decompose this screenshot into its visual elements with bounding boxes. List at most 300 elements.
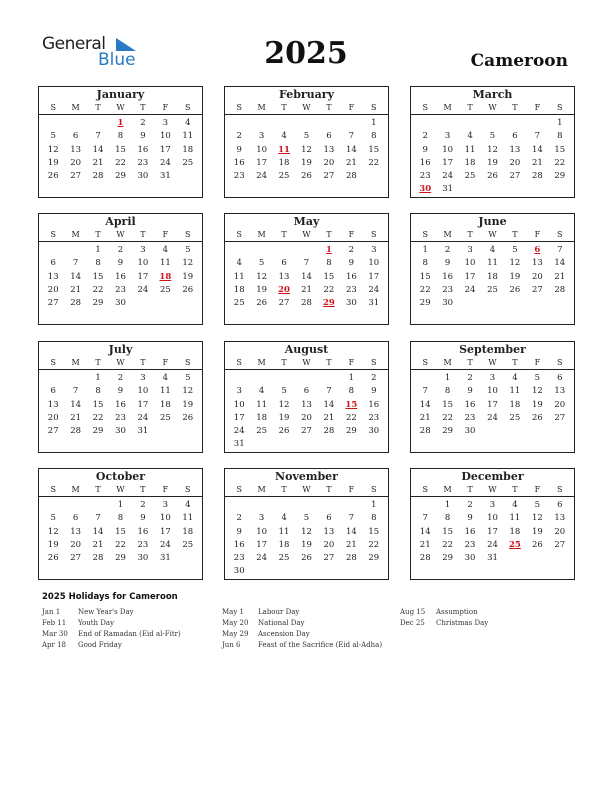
day: 5 bbox=[303, 131, 310, 142]
day: 3 bbox=[162, 500, 169, 510]
day: 23 bbox=[137, 157, 149, 168]
month-november bbox=[224, 468, 389, 580]
day: 14 bbox=[70, 399, 82, 410]
day: 7 bbox=[72, 386, 79, 397]
day: 18 bbox=[233, 284, 245, 295]
empty-cell bbox=[64, 117, 86, 130]
day: 15 bbox=[442, 399, 454, 410]
day: 13 bbox=[47, 271, 59, 282]
holiday-item bbox=[42, 629, 181, 640]
day: 27 bbox=[554, 412, 566, 423]
weekday-label: F bbox=[348, 485, 355, 494]
day-grid bbox=[411, 242, 574, 310]
holiday-item bbox=[42, 607, 181, 618]
day: 3 bbox=[371, 245, 377, 255]
weekday-label: T bbox=[512, 230, 518, 239]
empty-cell bbox=[273, 372, 295, 385]
day: 20 bbox=[70, 157, 82, 168]
weekday-label: F bbox=[162, 230, 169, 239]
day: 11 bbox=[182, 131, 194, 142]
weekday-label: W bbox=[302, 230, 311, 239]
day: 28 bbox=[92, 171, 104, 182]
weekday-label: S bbox=[50, 230, 56, 239]
month-name: February bbox=[278, 88, 334, 101]
day: 8 bbox=[95, 386, 101, 397]
month-may bbox=[224, 213, 389, 325]
day: 21 bbox=[301, 284, 312, 295]
day: 1 bbox=[371, 500, 377, 510]
weekday-label: S bbox=[371, 230, 377, 239]
day-grid bbox=[411, 115, 574, 197]
holidays-title: 2025 Holidays for Cameroon bbox=[42, 592, 178, 602]
day: 4 bbox=[258, 386, 265, 397]
day: 21 bbox=[92, 539, 104, 550]
empty-cell bbox=[273, 499, 295, 512]
day: 17 bbox=[487, 399, 498, 410]
day: 9 bbox=[422, 144, 428, 155]
day: 28 bbox=[92, 553, 104, 564]
day: 20 bbox=[47, 284, 59, 295]
day-grid bbox=[39, 242, 202, 310]
day: 24 bbox=[159, 157, 171, 168]
day: 18 bbox=[464, 157, 476, 168]
holiday-date: Jun 6 bbox=[222, 641, 241, 649]
weekday-label: S bbox=[557, 103, 563, 112]
day: 28 bbox=[531, 171, 543, 182]
empty-cell bbox=[414, 117, 436, 130]
day: 4 bbox=[467, 131, 473, 142]
holiday-date: Jan 1 bbox=[42, 608, 61, 616]
day: 6 bbox=[50, 386, 56, 397]
day: 18 bbox=[487, 271, 498, 282]
day: 14 bbox=[345, 526, 357, 537]
day: 17 bbox=[256, 157, 268, 168]
weekday-label: S bbox=[185, 358, 191, 367]
holiday-day: 1 bbox=[325, 245, 332, 255]
month-september bbox=[410, 341, 575, 453]
day: 26 bbox=[531, 412, 543, 423]
day: 22 bbox=[323, 284, 335, 295]
weekday-label: S bbox=[422, 485, 428, 494]
day: 25 bbox=[256, 426, 268, 437]
day: 2 bbox=[117, 373, 124, 383]
weekday-label: S bbox=[557, 358, 563, 367]
day-grid bbox=[39, 115, 202, 183]
day: 9 bbox=[117, 258, 124, 269]
day-grid bbox=[225, 242, 388, 310]
day: 27 bbox=[47, 426, 59, 437]
day: 7 bbox=[534, 131, 541, 142]
day: 11 bbox=[509, 513, 521, 524]
day: 14 bbox=[92, 144, 104, 155]
holiday-name: Labour Day bbox=[258, 608, 300, 616]
day: 19 bbox=[47, 539, 59, 550]
weekday-label: W bbox=[488, 103, 497, 112]
weekday-label: M bbox=[257, 230, 266, 239]
day: 15 bbox=[92, 271, 104, 282]
day: 2 bbox=[422, 131, 428, 142]
month-name: July bbox=[108, 343, 133, 356]
month-name: June bbox=[478, 215, 507, 228]
day: 9 bbox=[467, 513, 473, 524]
day: 5 bbox=[534, 373, 541, 383]
day: 9 bbox=[236, 526, 242, 537]
empty-cell bbox=[87, 117, 109, 130]
day: 27 bbox=[70, 553, 82, 564]
weekday-label: T bbox=[467, 230, 473, 239]
day: 14 bbox=[419, 399, 431, 410]
day: 27 bbox=[531, 284, 543, 295]
empty-cell bbox=[318, 372, 340, 385]
day: 18 bbox=[256, 412, 268, 423]
day: 10 bbox=[137, 258, 149, 269]
day: 7 bbox=[95, 131, 101, 142]
weekday-label: T bbox=[467, 103, 473, 112]
weekday-label: T bbox=[512, 103, 518, 112]
day: 18 bbox=[182, 526, 194, 537]
day: 19 bbox=[531, 526, 543, 537]
day: 22 bbox=[115, 539, 126, 550]
day: 26 bbox=[47, 553, 59, 564]
weekday-label: W bbox=[116, 103, 125, 112]
day: 1 bbox=[95, 245, 101, 255]
day: 8 bbox=[371, 513, 377, 524]
weekday-header bbox=[411, 357, 574, 370]
day: 24 bbox=[159, 539, 171, 550]
day: 1 bbox=[348, 373, 355, 383]
weekday-label: W bbox=[116, 230, 125, 239]
weekday-label: S bbox=[50, 358, 56, 367]
day: 14 bbox=[531, 144, 543, 155]
weekday-label: T bbox=[326, 103, 332, 112]
day: 8 bbox=[117, 513, 124, 524]
day: 29 bbox=[92, 298, 104, 309]
day: 31 bbox=[159, 171, 171, 182]
day: 25 bbox=[278, 171, 290, 182]
weekday-label: T bbox=[95, 103, 101, 112]
day: 25 bbox=[159, 412, 171, 423]
day: 19 bbox=[182, 399, 194, 410]
day: 21 bbox=[554, 271, 566, 282]
day: 6 bbox=[512, 131, 518, 142]
day: 16 bbox=[233, 157, 245, 168]
day: 11 bbox=[159, 258, 171, 269]
day: 12 bbox=[278, 399, 290, 410]
holiday-day: 15 bbox=[345, 399, 358, 410]
day: 16 bbox=[464, 399, 476, 410]
day: 25 bbox=[487, 284, 498, 295]
day: 10 bbox=[487, 386, 498, 397]
day: 9 bbox=[467, 386, 473, 397]
day: 16 bbox=[115, 271, 126, 282]
weekday-label: W bbox=[116, 485, 125, 494]
day: 7 bbox=[557, 245, 563, 255]
weekday-label: F bbox=[348, 230, 355, 239]
weekday-header bbox=[225, 229, 388, 242]
holiday-date: May 29 bbox=[222, 630, 249, 638]
holiday-date: Aug 15 bbox=[400, 608, 426, 616]
day: 5 bbox=[185, 245, 191, 255]
day: 9 bbox=[444, 258, 451, 269]
day: 29 bbox=[368, 553, 380, 564]
day: 16 bbox=[137, 144, 149, 155]
day: 28 bbox=[345, 171, 357, 182]
day: 21 bbox=[419, 412, 431, 423]
holiday-column bbox=[222, 607, 382, 651]
day: 14 bbox=[554, 258, 566, 269]
month-name: March bbox=[472, 88, 513, 101]
day: 19 bbox=[509, 271, 521, 282]
weekday-label: W bbox=[488, 230, 497, 239]
day: 25 bbox=[159, 284, 171, 295]
day: 1 bbox=[371, 118, 377, 128]
day: 16 bbox=[442, 271, 454, 282]
weekday-label: M bbox=[71, 485, 80, 494]
day: 11 bbox=[487, 258, 498, 269]
day: 21 bbox=[345, 157, 357, 168]
day: 25 bbox=[464, 171, 476, 182]
weekday-label: S bbox=[236, 230, 242, 239]
day: 23 bbox=[137, 539, 149, 550]
day: 23 bbox=[368, 412, 380, 423]
day: 24 bbox=[137, 412, 149, 423]
day: 23 bbox=[233, 553, 245, 564]
weekday-label: T bbox=[467, 358, 473, 367]
day: 4 bbox=[185, 500, 191, 510]
day: 6 bbox=[72, 513, 79, 524]
day: 13 bbox=[323, 526, 335, 537]
day: 7 bbox=[72, 258, 79, 269]
empty-cell bbox=[273, 117, 295, 130]
day: 6 bbox=[557, 500, 563, 510]
day: 15 bbox=[554, 144, 566, 155]
weekday-header bbox=[225, 102, 388, 115]
holiday-name: Ascension Day bbox=[258, 630, 310, 638]
weekday-label: F bbox=[162, 103, 169, 112]
day: 1 bbox=[117, 500, 124, 510]
weekday-label: F bbox=[534, 230, 541, 239]
day: 1 bbox=[422, 245, 428, 255]
day: 3 bbox=[467, 245, 473, 255]
weekday-label: T bbox=[326, 358, 332, 367]
weekday-header bbox=[39, 357, 202, 370]
day: 23 bbox=[419, 171, 431, 182]
day: 15 bbox=[323, 271, 335, 282]
day: 11 bbox=[182, 513, 194, 524]
weekday-label: F bbox=[348, 103, 355, 112]
holiday-item bbox=[42, 640, 181, 651]
day: 6 bbox=[326, 513, 332, 524]
empty-cell bbox=[295, 372, 317, 385]
day: 26 bbox=[256, 298, 268, 309]
empty-cell bbox=[250, 372, 272, 385]
day: 26 bbox=[301, 553, 312, 564]
day: 21 bbox=[419, 539, 431, 550]
empty-cell bbox=[295, 499, 317, 512]
day-grid bbox=[225, 370, 388, 452]
day: 4 bbox=[281, 513, 287, 524]
day: 5 bbox=[281, 386, 287, 397]
day: 17 bbox=[233, 412, 245, 423]
day: 20 bbox=[323, 157, 335, 168]
day: 14 bbox=[70, 271, 82, 282]
day: 1 bbox=[557, 118, 563, 128]
day: 7 bbox=[348, 513, 355, 524]
day: 4 bbox=[162, 373, 169, 383]
day: 9 bbox=[140, 513, 146, 524]
day: 25 bbox=[233, 298, 245, 309]
empty-cell bbox=[526, 117, 548, 130]
day: 9 bbox=[117, 386, 124, 397]
weekday-label: M bbox=[443, 103, 452, 112]
day: 12 bbox=[47, 526, 59, 537]
day: 9 bbox=[236, 144, 242, 155]
day: 24 bbox=[368, 284, 380, 295]
day: 23 bbox=[464, 412, 476, 423]
day: 20 bbox=[47, 412, 59, 423]
day: 3 bbox=[140, 245, 146, 255]
day: 4 bbox=[162, 245, 169, 255]
day: 29 bbox=[442, 553, 454, 564]
day: 11 bbox=[256, 399, 268, 410]
day: 26 bbox=[487, 171, 498, 182]
day: 6 bbox=[281, 258, 287, 269]
day: 13 bbox=[554, 386, 566, 397]
day: 29 bbox=[115, 171, 126, 182]
day: 6 bbox=[326, 131, 332, 142]
day: 30 bbox=[442, 298, 454, 309]
holiday-item bbox=[222, 629, 382, 640]
day: 2 bbox=[236, 131, 242, 142]
day: 18 bbox=[278, 539, 290, 550]
day: 26 bbox=[182, 412, 194, 423]
day: 3 bbox=[140, 373, 146, 383]
day: 11 bbox=[464, 144, 476, 155]
day: 23 bbox=[233, 171, 245, 182]
day: 22 bbox=[442, 539, 454, 550]
weekday-label: F bbox=[348, 358, 355, 367]
month-name: April bbox=[105, 215, 136, 228]
day: 5 bbox=[489, 131, 496, 142]
weekday-label: W bbox=[116, 358, 125, 367]
day: 28 bbox=[419, 553, 431, 564]
day: 24 bbox=[487, 539, 498, 550]
month-july bbox=[38, 341, 203, 453]
day: 29 bbox=[115, 553, 126, 564]
day: 23 bbox=[345, 284, 357, 295]
day: 17 bbox=[137, 271, 149, 282]
month-name: December bbox=[461, 470, 524, 483]
day: 18 bbox=[159, 399, 171, 410]
month-name: May bbox=[293, 215, 320, 228]
day: 15 bbox=[92, 399, 104, 410]
day: 14 bbox=[419, 526, 431, 537]
day: 19 bbox=[301, 539, 312, 550]
weekday-label: S bbox=[557, 230, 563, 239]
month-name: November bbox=[275, 470, 338, 483]
weekday-label: F bbox=[162, 485, 169, 494]
weekday-label: W bbox=[302, 485, 311, 494]
month-name: September bbox=[459, 343, 526, 356]
day: 29 bbox=[554, 171, 566, 182]
day: 22 bbox=[419, 284, 431, 295]
day: 10 bbox=[487, 513, 498, 524]
day: 28 bbox=[70, 426, 82, 437]
day: 3 bbox=[236, 386, 242, 397]
day: 4 bbox=[185, 118, 191, 128]
empty-cell bbox=[436, 117, 458, 130]
day: 26 bbox=[531, 539, 543, 550]
empty-cell bbox=[64, 372, 86, 385]
day: 23 bbox=[115, 412, 126, 423]
day: 30 bbox=[464, 426, 476, 437]
country-title: Cameroon bbox=[470, 51, 568, 71]
holiday-item bbox=[400, 618, 488, 629]
day: 21 bbox=[70, 412, 82, 423]
day: 12 bbox=[531, 386, 543, 397]
day: 13 bbox=[509, 144, 521, 155]
empty-cell bbox=[42, 499, 64, 512]
day: 27 bbox=[47, 298, 59, 309]
day: 12 bbox=[47, 144, 59, 155]
empty-cell bbox=[295, 117, 317, 130]
weekday-label: T bbox=[326, 230, 332, 239]
day: 18 bbox=[182, 144, 194, 155]
day: 13 bbox=[70, 526, 82, 537]
day-grid bbox=[225, 115, 388, 183]
month-june bbox=[410, 213, 575, 325]
day: 22 bbox=[345, 412, 357, 423]
day: 10 bbox=[464, 258, 476, 269]
weekday-label: M bbox=[443, 358, 452, 367]
day: 10 bbox=[368, 258, 380, 269]
weekday-label: F bbox=[162, 358, 169, 367]
day-grid bbox=[411, 370, 574, 438]
day: 3 bbox=[162, 118, 169, 128]
day: 26 bbox=[509, 284, 521, 295]
weekday-label: S bbox=[422, 230, 428, 239]
weekday-header bbox=[225, 484, 388, 497]
day: 24 bbox=[442, 171, 454, 182]
day: 20 bbox=[531, 271, 543, 282]
day: 26 bbox=[278, 426, 290, 437]
day: 3 bbox=[258, 131, 265, 142]
day: 31 bbox=[137, 426, 149, 437]
holiday-date: May 20 bbox=[222, 619, 249, 627]
holiday-day: 30 bbox=[419, 184, 432, 195]
day: 29 bbox=[92, 426, 104, 437]
weekday-label: W bbox=[488, 485, 497, 494]
day-grid bbox=[225, 497, 388, 579]
weekday-label: T bbox=[281, 230, 287, 239]
day: 31 bbox=[442, 184, 454, 195]
day: 8 bbox=[557, 131, 563, 142]
holiday-day: 11 bbox=[278, 144, 290, 155]
empty-cell bbox=[273, 244, 295, 257]
day: 28 bbox=[323, 426, 335, 437]
empty-cell bbox=[42, 372, 64, 385]
empty-cell bbox=[318, 117, 340, 130]
day: 15 bbox=[442, 526, 454, 537]
holiday-name: New Year's Day bbox=[78, 608, 134, 616]
day: 2 bbox=[117, 245, 124, 255]
day: 29 bbox=[442, 426, 454, 437]
day: 19 bbox=[47, 157, 59, 168]
weekday-label: T bbox=[140, 358, 146, 367]
month-august bbox=[224, 341, 389, 453]
day: 17 bbox=[487, 526, 498, 537]
holiday-item bbox=[222, 640, 382, 651]
